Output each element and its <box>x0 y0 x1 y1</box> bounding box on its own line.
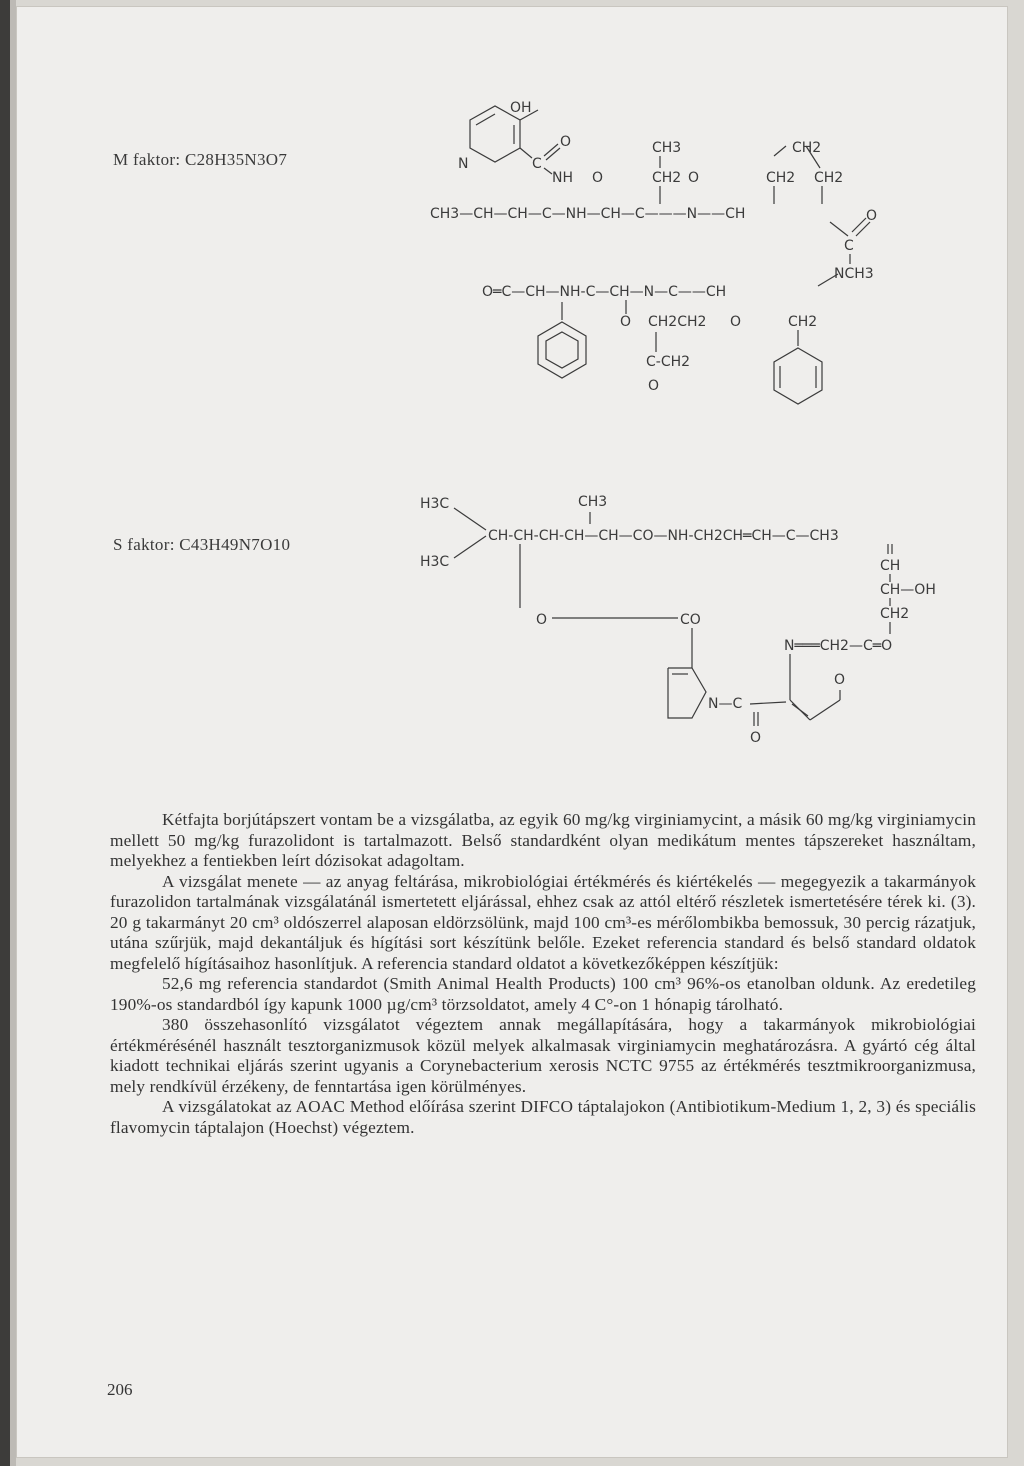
s-h3c-2: H3C <box>420 554 450 570</box>
m-factor-formula: C28H35N3O7 <box>184 150 288 169</box>
body-text <box>110 810 976 1138</box>
s-n-c: N—C <box>708 696 743 712</box>
paragraph-2: A vizsgálat menete — az anyag feltárása, mikrobiológiai értékmérés és kiértékelés — megegyezik a takarmányok furazolidon tartalmának vizsgálatánál ismertetett eljárással, ehhez csak az attól eltérő részletek ismertetésére térek ki. (3). 20 g takarmányt 20 cm³ oldószerrel alaposan eldörzsölünk, majd 100 cm³-es mérőlombikba bemossuk, 30 percig rázatjuk, utána szűrjük, majd dekantáljuk és hígítási sort készítünk belőle. Ezeket referencia standard és belső standard oldatok megfelelő hígításaihoz hasonlítjuk. A referencia standard oldatot a következőképpen készítjük: <box>110 871 976 973</box>
s-factor-name: S faktor: <box>113 535 175 554</box>
m-o4: O <box>866 208 878 224</box>
s-factor-label <box>113 535 290 555</box>
s-main-chain: CH-CH-CH-CH—CH—CO—NH-CH2CH═CH—C—CH3 <box>488 528 839 544</box>
m-o5: O <box>620 314 632 330</box>
m-ch2ch2: CH2CH2 <box>648 314 707 330</box>
m-co1: C <box>532 156 542 172</box>
s-co: CO <box>680 612 701 628</box>
m-benzene-left <box>538 322 586 378</box>
s-o-ring: O <box>834 672 846 688</box>
s-n-eq: N═══CH2—C═O <box>784 638 893 654</box>
m-c-side: C <box>844 238 854 254</box>
m-o3: O <box>688 170 700 186</box>
m-o2: O <box>592 170 604 186</box>
paragraph-5: A vizsgálatokat az AOAC Method előírása szerint DIFCO táptalajokon (Antibiotikum-Medium 1, 2, 3) és speciális flavomycin táptalajon (Hoechst) végeztem. <box>110 1097 976 1137</box>
book-spine-shadow <box>0 0 10 1466</box>
m-ch2-b: CH2 <box>792 140 822 156</box>
m-ch2-a: CH2 <box>652 170 682 186</box>
s-factor-structure <box>410 478 980 758</box>
m-nh1: NH <box>552 170 573 186</box>
m-factor-name: M faktor: <box>113 150 181 169</box>
m-nch3: NCH3 <box>834 266 874 282</box>
s-ch3: CH3 <box>578 494 608 510</box>
s-ch2: CH2 <box>880 606 910 622</box>
page-number: 206 <box>107 1380 133 1399</box>
m-oh: OH <box>510 100 532 116</box>
m-o7: O <box>648 378 660 394</box>
m-ch3-top: CH3 <box>652 140 682 156</box>
m-benzene-right <box>774 348 822 404</box>
m-factor-structure <box>420 90 900 420</box>
paragraph-4: 380 összehasonlító vizsgálatot végeztem annak megállapítására, hogy a takarmányok mikrobiológiai értékmérésénél használt tesztorganizmusok közül melyek alkalmasak virginiamycin meghatározásra. A gyártó cég által kiadott technikai eljárás szerint ugyanis a Corynebacterium xerosis NCTC 9755 az értékmérés tesztmikroorganizmusa, mely rendkívül érzékeny, de fenntartása igen körülményes. <box>110 1015 976 1096</box>
m-ch2-e: CH2 <box>788 314 818 330</box>
s-pyrroline-ring <box>668 668 706 718</box>
s-factor-formula: C43H49N7O10 <box>179 535 291 554</box>
m-o1: O <box>560 134 572 150</box>
paragraph-1: Kétfajta borjútápszert vontam be a vizsgálatba, az egyik 60 mg/kg virginiamycint, a másik 60 mg/kg virginiamycin mellett 50 mg/kg furazolidont is tartalmazott. Belső standardként olyan medikátum mentes tápszereket használtam, melyekhez a fentiekben leírt dózisokat adagoltam. <box>110 810 976 870</box>
s-o-left: O <box>536 612 548 628</box>
paragraph-3: 52,6 mg referencia standardot (Smith Animal Health Products) 100 cm³ 96%-os etanolban oldunk. Az eredetileg 190%-os standardból így kapunk 1000 µg/cm³ törzsoldatot, amely 4 C°-on 1 hónapig tárolható. <box>110 974 976 1014</box>
m-n-ring: N <box>458 156 469 172</box>
m-c-ch2: C-CH2 <box>646 354 691 370</box>
s-choh: CH—OH <box>880 582 936 598</box>
s-h3c-1: H3C <box>420 496 450 512</box>
m-ch2-c: CH2 <box>766 170 796 186</box>
m-factor-label <box>113 150 287 170</box>
m-o6: O <box>730 314 742 330</box>
s-ch: CH <box>880 558 901 574</box>
s-o-bottom: O <box>750 730 762 746</box>
m-lower-chain: O═C—CH—NH-C—CH—N—C——CH <box>482 284 727 300</box>
m-main-chain: CH3—CH—CH—C—NH—CH—C———N——CH <box>430 206 746 222</box>
m-ch2-d: CH2 <box>814 170 844 186</box>
